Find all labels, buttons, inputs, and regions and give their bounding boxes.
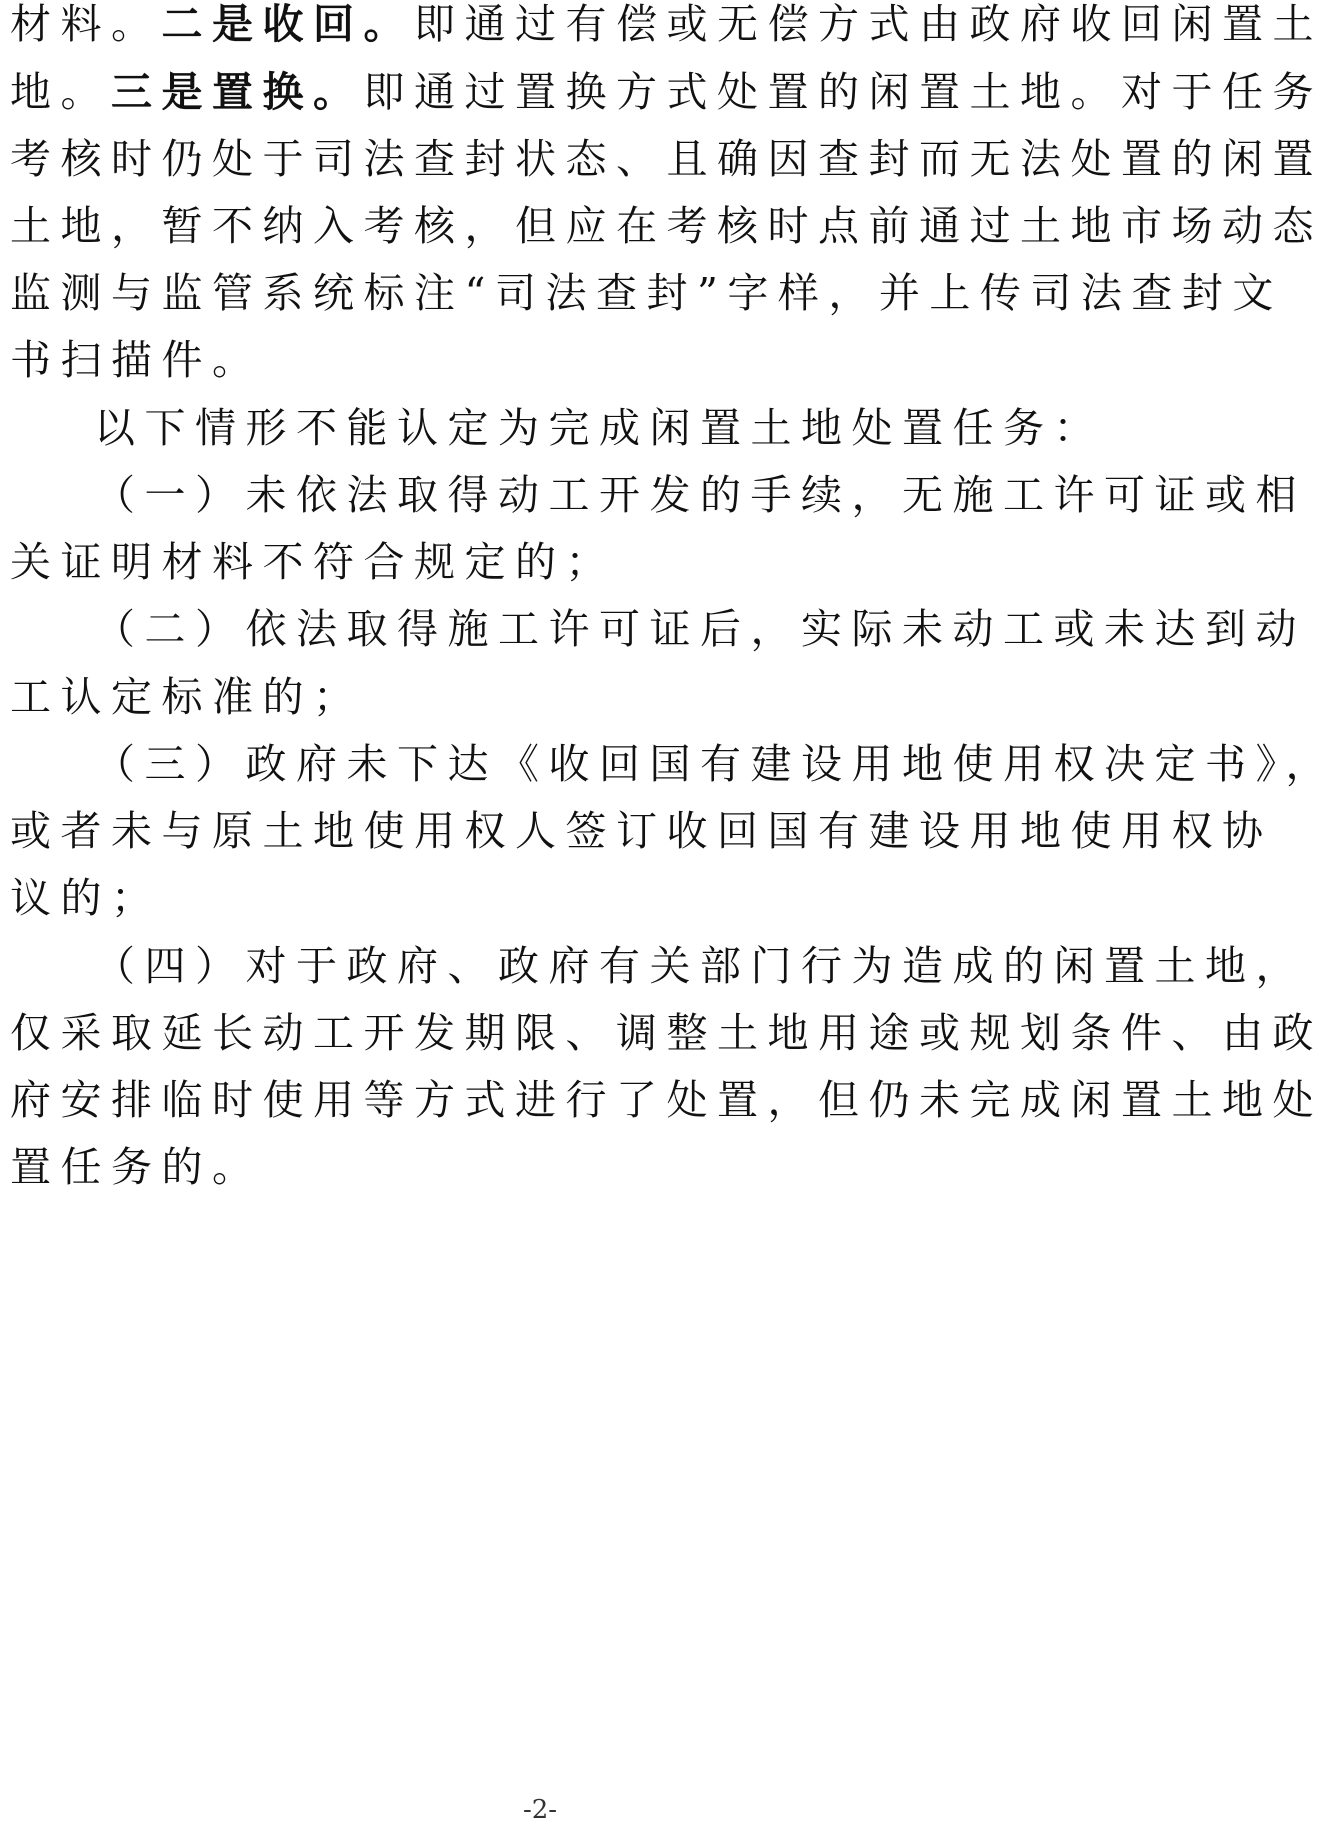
- text-line: [10, 0, 1323, 48]
- text-span: 即通过有偿或无偿方式由政府收回闲置土: [414, 0, 1323, 48]
- text-span: 即通过置换方式处置的闲置土地。对于任务: [363, 68, 1323, 116]
- intro-line: 以下情形不能认定为完成闲置土地处置任务：: [94, 404, 1104, 452]
- item-two-line: （二）依法取得施工许可证后，实际未动工或未达到动: [94, 605, 1306, 653]
- text-line: 书扫描件。: [10, 336, 263, 384]
- text-line: 置任务的。: [10, 1143, 263, 1191]
- text-span: 地。: [10, 68, 111, 116]
- text-line: 土地，暂不纳入考核，但应在考核时点前通过土地市场动态: [10, 202, 1323, 250]
- text-line: 关证明材料不符合规定的；: [10, 538, 616, 586]
- item-one-line: （一）未依法取得动工开发的手续，无施工许可证或相: [94, 471, 1306, 519]
- text-line: 或者未与原土地使用权人签订收回国有建设用地使用权协: [10, 807, 1273, 855]
- text-line: 仅采取延长动工开发期限、调整土地用途或规划条件、由政: [10, 1009, 1323, 1057]
- text-line: 府安排临时使用等方式进行了处置，但仍未完成闲置土地处: [10, 1076, 1323, 1124]
- bold-heading-replace: 三是置换。: [111, 68, 364, 116]
- text-line: 工认定标准的；: [10, 673, 364, 721]
- bold-heading-recover: 二是收回。: [161, 0, 414, 48]
- item-three-line: （三）政府未下达《收回国有建设用地使用权决定书》，: [94, 740, 1336, 788]
- text-span: 材料。: [10, 0, 162, 48]
- text-line: 考核时仍处于司法查封状态、且确因查封而无法处置的闲置: [10, 135, 1323, 183]
- item-four-line: （四）对于政府、政府有关部门行为造成的闲置土地，: [94, 942, 1306, 990]
- page-number: -2-: [522, 1795, 558, 1825]
- text-line: [10, 68, 1323, 116]
- text-line: 议的；: [10, 874, 162, 922]
- text-line: 监测与监管系统标注“司法查封”字样，并上传司法查封文: [10, 269, 1283, 317]
